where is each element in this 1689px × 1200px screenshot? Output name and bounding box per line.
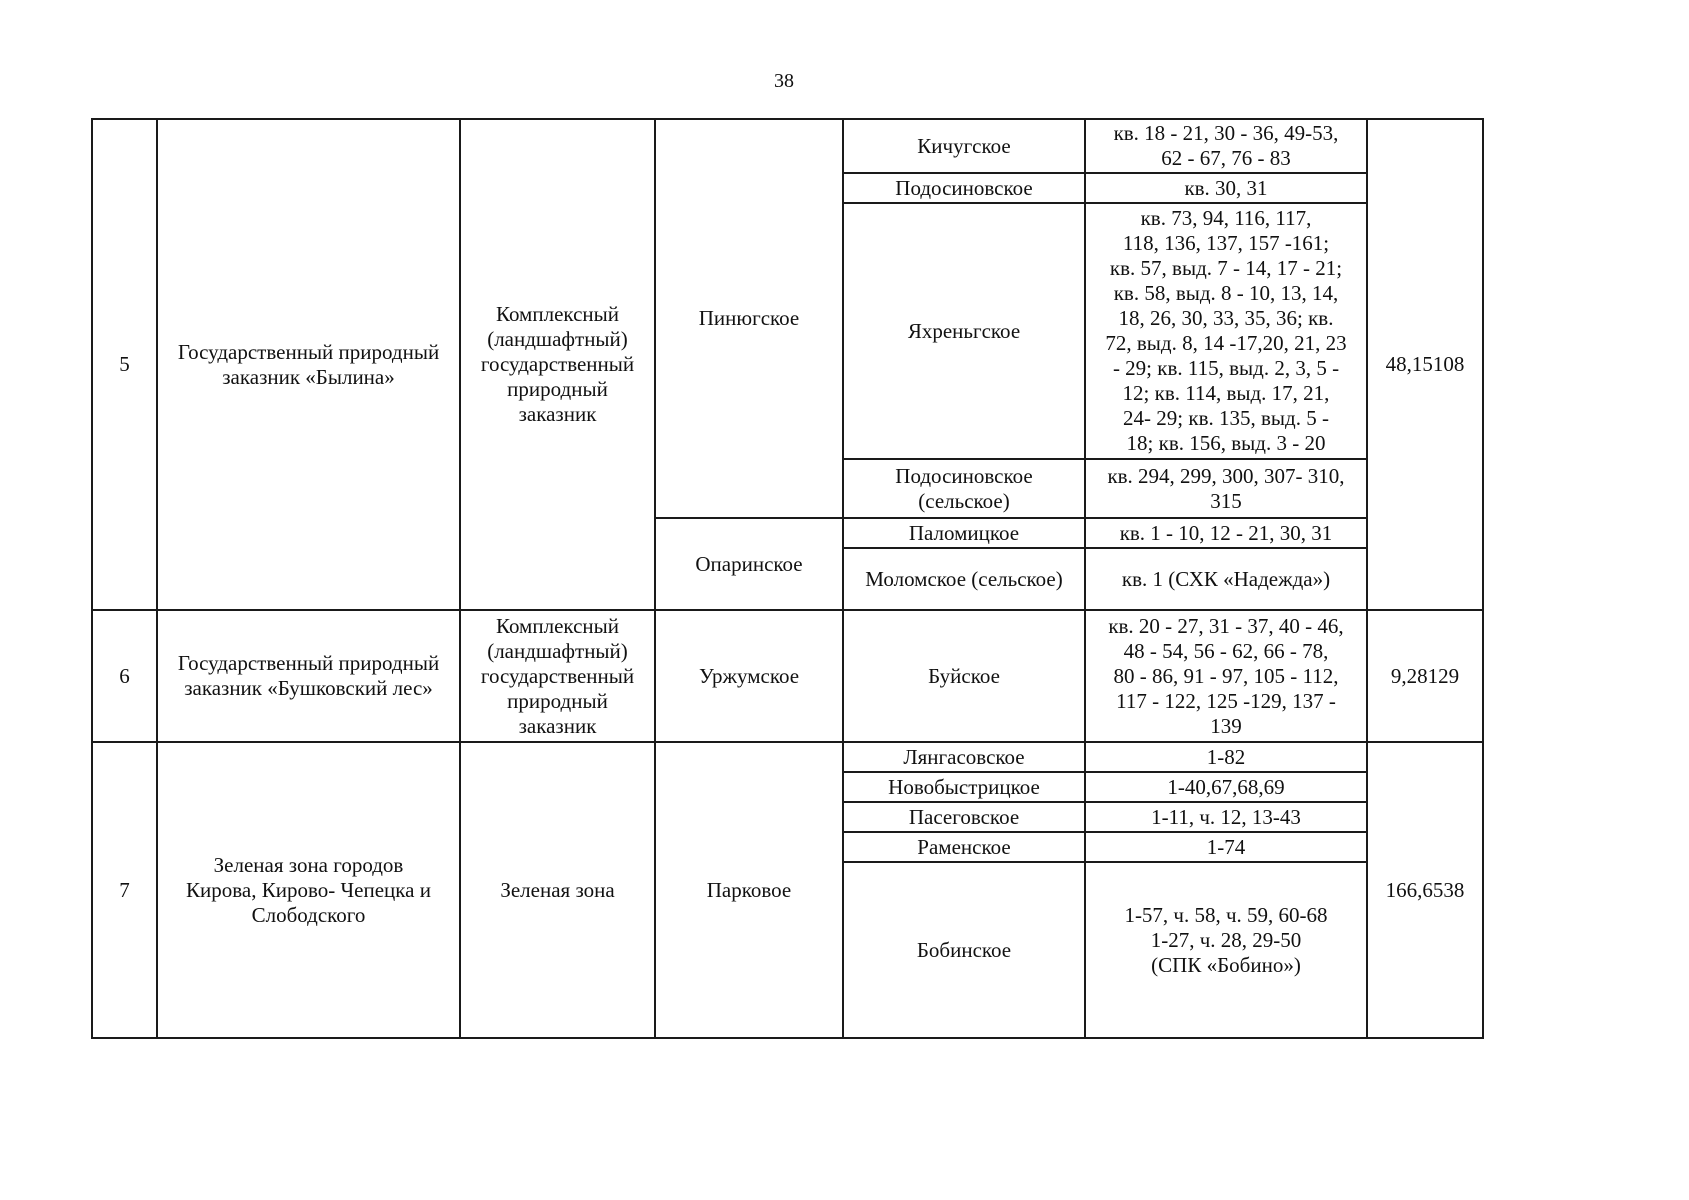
row-number: 6 (92, 610, 157, 742)
protected-areas-table (91, 118, 1484, 1039)
district-name: Новобыстрицкое (843, 772, 1085, 802)
district-name: Яхреньгское (843, 203, 1085, 459)
district-name: Моломское (сельское) (843, 548, 1085, 610)
area-category: Комплексный (ландшафтный) государственный природный заказник (460, 610, 655, 742)
quarters: кв. 73, 94, 116, 117, 118, 136, 137, 157 -161; кв. 57, выд. 7 - 14, 17 - 21; кв. 58, выд. 8 - 10, 13, 14, 18, 26, 30, 33, 35, 36; кв. 72, выд. 8, 14 -17,20, 21, 23 - 29; кв. 115, выд. 2, 3, 5 - 12; кв. 114, выд. 17, 21, 24- 29; кв. 135, выд. 5 - 18; кв. 156, выд. 3 - 20 (1085, 203, 1367, 459)
quarters: кв. 294, 299, 300, 307- 310, 315 (1085, 459, 1367, 518)
table-row (92, 610, 1483, 742)
quarters: 1-11, ч. 12, 13-43 (1085, 802, 1367, 832)
forestry-name: Уржумское (655, 610, 843, 742)
area-value: 48,15108 (1367, 119, 1483, 610)
table-row (92, 119, 1483, 173)
district-name: Подосиновское (843, 173, 1085, 203)
district-name: Раменское (843, 832, 1085, 862)
page-number: 38 (774, 70, 794, 92)
forestry-name: Опаринское (655, 518, 843, 610)
row-number: 5 (92, 119, 157, 610)
quarters: 1-82 (1085, 742, 1367, 772)
area-name: Государственный природный заказник «Былина» (157, 119, 460, 610)
quarters: 1-74 (1085, 832, 1367, 862)
district-name: Лянгасовское (843, 742, 1085, 772)
area-category: Зеленая зона (460, 742, 655, 1038)
quarters: кв. 20 - 27, 31 - 37, 40 - 46, 48 - 54, 56 - 62, 66 - 78, 80 - 86, 91 - 97, 105 - 112, 117 - 122, 125 -129, 137 - 139 (1085, 610, 1367, 742)
row-number: 7 (92, 742, 157, 1038)
area-value: 9,28129 (1367, 610, 1483, 742)
district-name: Подосиновское (сельское) (843, 459, 1085, 518)
district-name: Паломицкое (843, 518, 1085, 548)
district-name: Бобинское (843, 862, 1085, 1038)
district-name: Кичугское (843, 119, 1085, 173)
district-name: Буйское (843, 610, 1085, 742)
area-category: Комплексный (ландшафтный) государственный природный заказник (460, 119, 655, 610)
forestry-name: Парковое (655, 742, 843, 1038)
area-value: 166,6538 (1367, 742, 1483, 1038)
forestry-name: Пинюгское (655, 119, 843, 518)
quarters: кв. 1 - 10, 12 - 21, 30, 31 (1085, 518, 1367, 548)
quarters: 1-57, ч. 58, ч. 59, 60-68 1-27, ч. 28, 29-50 (СПК «Бобино») (1124, 902, 1328, 977)
quarters-cell (1085, 862, 1367, 1038)
table-row (92, 742, 1483, 772)
district-name: Пасеговское (843, 802, 1085, 832)
quarters: кв. 30, 31 (1085, 173, 1367, 203)
quarters: кв. 1 (СХК «Надежда») (1085, 548, 1367, 610)
area-name: Зеленая зона городов Кирова, Кирово- Чепецка и Слободского (157, 742, 460, 1038)
quarters: 1-40,67,68,69 (1085, 772, 1367, 802)
quarters: кв. 18 - 21, 30 - 36, 49-53, 62 - 67, 76 - 83 (1085, 119, 1367, 173)
area-name: Государственный природный заказник «Бушковский лес» (157, 610, 460, 742)
